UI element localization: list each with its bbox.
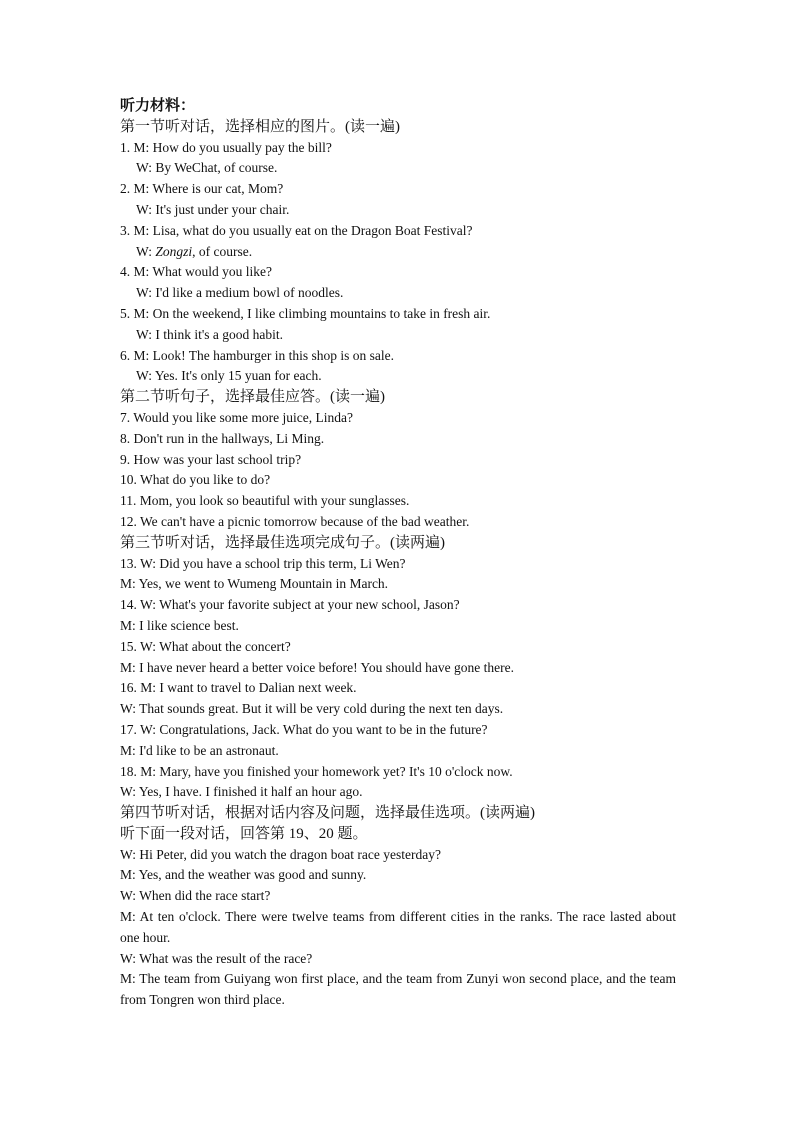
s2-item: 9. How was your last school trip? — [120, 451, 302, 467]
s3-line: 14. W: What's your favorite subject at your new school, Jason? — [120, 597, 460, 613]
s4-line: M: Yes, and the weather was good and sunny. — [120, 867, 367, 883]
s4-line: W: What was the result of the race? — [120, 950, 313, 966]
s3-line: 18. M: Mary, have you finished your homework yet? It's 10 o'clock now. — [120, 763, 513, 779]
s1-a3-prefix: W: — [136, 243, 156, 259]
section3-heading: 第三节听对话，选择最佳选项完成句子。(读两遍) — [120, 534, 445, 551]
s1-a3-suffix: , of course. — [192, 243, 253, 259]
s1-q1: 1. M: How do you usually pay the bill? — [120, 139, 332, 155]
s1-a4: W: I'd like a medium bowl of noodles. — [136, 285, 344, 301]
s1-q3: 3. M: Lisa, what do you usually eat on the Dragon Boat Festival? — [120, 222, 473, 238]
s4-line: W: Hi Peter, did you watch the dragon boat race yesterday? — [120, 846, 441, 862]
s1-q4: 4. M: What would you like? — [120, 264, 272, 280]
s2-item: 12. We can't have a picnic tomorrow because of the bad weather. — [120, 513, 470, 529]
s4-line: M: At ten o'clock. There were twelve teams from different cities in the ranks. The race lasted about one hour. — [120, 909, 676, 945]
s1-q6: 6. M: Look! The hamburger in this shop is on sale. — [120, 347, 394, 363]
s2-item: 10. What do you like to do? — [120, 472, 271, 488]
s3-line: 15. W: What about the concert? — [120, 638, 291, 654]
section4-intro: 听下面一段对话，回答第 19、20 题。 — [120, 825, 368, 842]
s1-a2: W: It's just under your chair. — [136, 201, 290, 217]
s1-a1: W: By WeChat, of course. — [136, 160, 278, 176]
s4-line: M: The team from Guiyang won first place, and the team from Zunyi won second place, and the team from Tongren won third place. — [120, 971, 676, 1008]
s3-line: 13. W: Did you have a school trip this term, Li Wen? — [120, 555, 406, 571]
s4-line: W: When did the race start? — [120, 888, 271, 904]
s3-line: W: Yes, I have. I finished it half an hour ago. — [120, 784, 363, 800]
s3-line: 17. W: Congratulations, Jack. What do you want to be in the future? — [120, 721, 488, 737]
section4-heading: 第四节听对话，根据对话内容及问题，选择最佳选项。(读两遍) — [120, 805, 535, 822]
listening-material-document — [120, 96, 676, 1011]
s1-q5: 5. M: On the weekend, I like climbing mountains to take in fresh air. — [120, 305, 491, 321]
s1-a5: W: I think it's a good habit. — [136, 326, 284, 342]
section1-heading: 第一节听对话，选择相应的图片。(读一遍) — [120, 118, 400, 135]
s3-line: M: Yes, we went to Wumeng Mountain in March. — [120, 576, 389, 592]
s2-item: 11. Mom, you look so beautiful with your sunglasses. — [120, 493, 410, 509]
s3-line: W: That sounds great. But it will be very cold during the next ten days. — [120, 701, 504, 717]
s1-a3 — [120, 242, 676, 263]
s1-q2: 2. M: Where is our cat, Mom? — [120, 181, 284, 197]
s1-a6: W: Yes. It's only 15 yuan for each. — [136, 368, 322, 384]
document-title: 听力材料： — [120, 98, 196, 114]
section2-heading: 第二节听句子，选择最佳应答。(读一遍) — [120, 389, 385, 406]
s1-a3-italic: Zongzi — [155, 243, 193, 259]
s3-line: M: I have never heard a better voice before! You should have gone there. — [120, 659, 514, 675]
s3-line: M: I like science best. — [120, 617, 239, 633]
s3-line: M: I'd like to be an astronaut. — [120, 742, 279, 758]
s3-line: 16. M: I want to travel to Dalian next week. — [120, 680, 357, 696]
s2-item: 8. Don't run in the hallways, Li Ming. — [120, 430, 325, 446]
s2-item: 7. Would you like some more juice, Linda? — [120, 409, 353, 425]
